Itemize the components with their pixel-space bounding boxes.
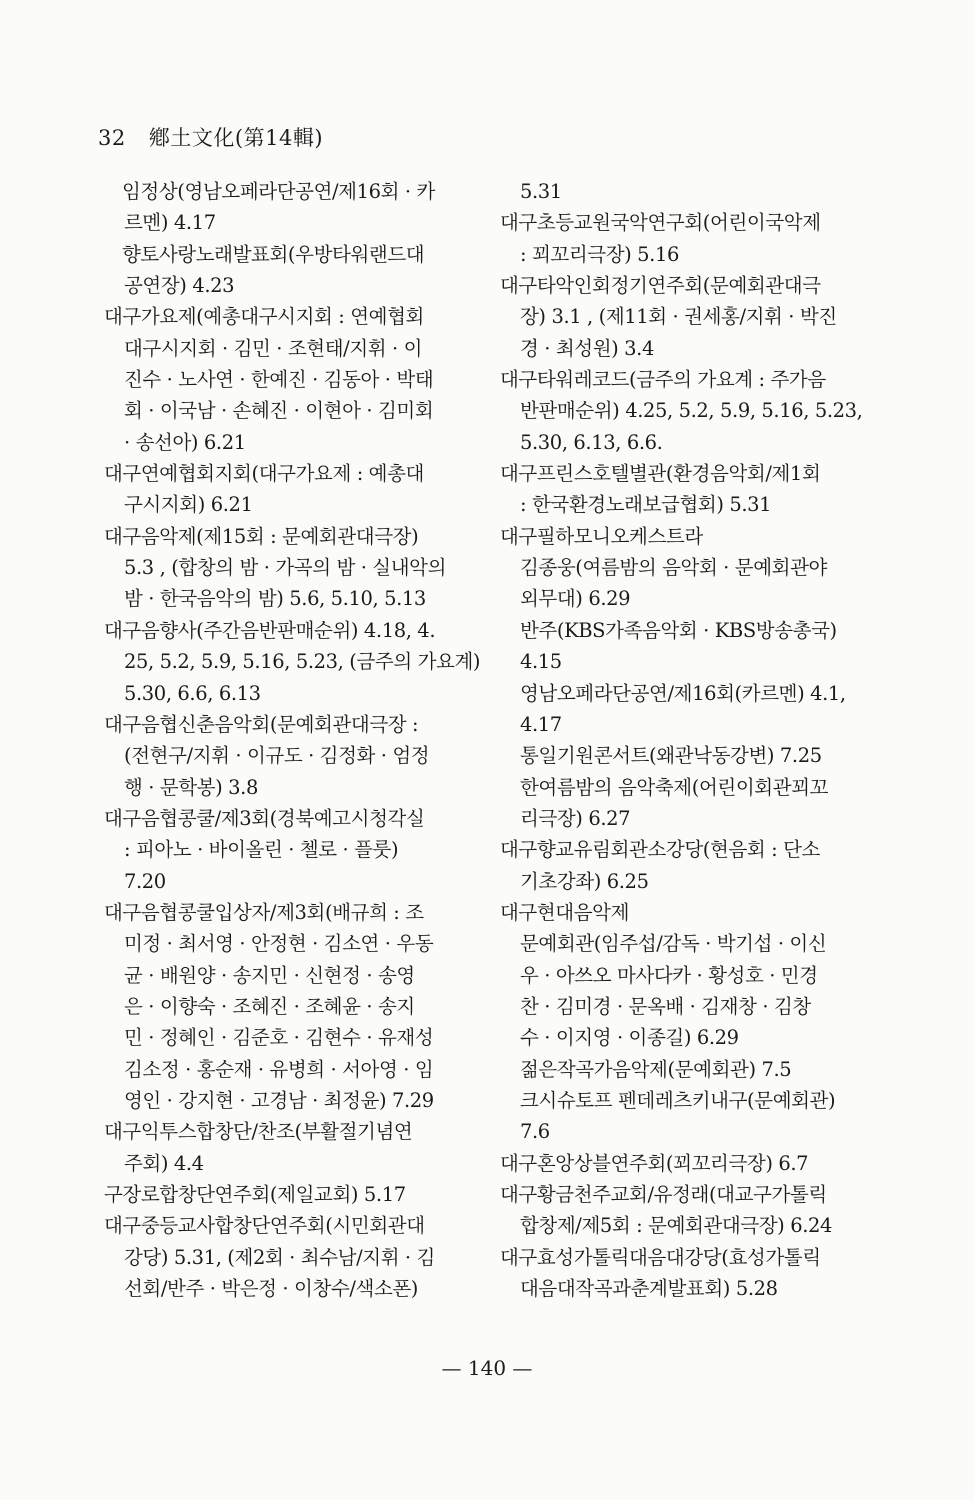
entry-heading-line: 대구익투스합창단/찬조(부활절기념연 bbox=[104, 1120, 413, 1144]
entry-heading-line: 대구타악인회정기연주회(문예회관대극 bbox=[500, 274, 821, 298]
text-line: 경 · 최성원) 3.4 bbox=[520, 336, 654, 360]
text-line: 김소정 · 홍순재 · 유병희 · 서아영 · 임 bbox=[124, 1057, 434, 1081]
text-line: 5.30, 6.6, 6.13 bbox=[124, 681, 261, 705]
text-line: 선회/반주 · 박은정 · 이창수/색소폰) bbox=[124, 1277, 419, 1301]
text-line: 5.30, 6.13, 6.6. bbox=[520, 430, 663, 454]
book-title: 鄕土文化(第14輯) bbox=[148, 126, 324, 150]
entry-heading-line: 대구음협콩쿨/제3회(경북예고시청각실 bbox=[104, 806, 425, 830]
entry-heading-line: 대구가요제(예총대구시지회 : 연예협회 bbox=[104, 305, 424, 329]
text-line: 통일기원콘서트(왜관낙동강변) 7.25 bbox=[520, 744, 822, 768]
text-line: : 꾀꼬리극장) 5.16 bbox=[520, 242, 679, 266]
text-line: 밤 · 한국음악의 밤) 5.6, 5.10, 5.13 bbox=[124, 587, 426, 611]
text-line: 공연장) 4.23 bbox=[124, 274, 235, 298]
text-line: 반판매순위) 4.25, 5.2, 5.9, 5.16, 5.23, bbox=[520, 399, 863, 423]
text-line: 5.3 , (합창의 밤 · 가곡의 밤 · 실내악의 bbox=[124, 556, 447, 580]
text-line: 합창제/제5회 : 문예회관대극장) 6.24 bbox=[520, 1214, 833, 1238]
text-line: 4.17 bbox=[520, 712, 562, 736]
text-line: 7.6 bbox=[520, 1120, 550, 1144]
text-line: 미정 · 최서영 · 안정현 · 김소연 · 우동 bbox=[124, 932, 434, 956]
entry-heading-line: 대구효성가톨릭대음대강당(효성가톨릭 bbox=[500, 1245, 821, 1269]
text-line: 반주(KBS가족음악회 · KBS방송총국) bbox=[520, 618, 837, 642]
entry-heading-line: 대구음협콩쿨입상자/제3회(배규희 : 조 bbox=[104, 900, 424, 924]
right-column bbox=[500, 176, 872, 1304]
entry-heading-line: 대구황금천주교회/유정래(대교구가톨릭 bbox=[500, 1183, 827, 1206]
text-line: 젊은작곡가음악제(문예회관) 7.5 bbox=[520, 1057, 792, 1081]
text-line: 문예회관(임주섭/감독 · 박기섭 · 이신 bbox=[520, 932, 827, 956]
entry-heading-line: 대구음악제(제15회 : 문예회관대극장) bbox=[104, 524, 419, 548]
text-line: 외무대) 6.29 bbox=[520, 587, 631, 611]
text-line: 강당) 5.31, (제2회 · 최수남/지휘 · 김 bbox=[124, 1245, 435, 1269]
text-line: 행 · 문학봉) 3.8 bbox=[124, 775, 258, 799]
entry-heading-line: 대구현대음악제 bbox=[500, 900, 630, 924]
page-footer: — 140 — bbox=[441, 1356, 533, 1380]
entry-heading-line: 대구향교유림회관소강당(현음회 : 단소 bbox=[500, 838, 820, 862]
text-line: 5.31 bbox=[520, 180, 562, 203]
left-column bbox=[104, 176, 481, 1304]
running-header bbox=[98, 122, 323, 152]
text-line: 찬 · 김미경 · 문옥배 · 김재창 · 김창 bbox=[520, 994, 811, 1018]
text-line: 리극장) 6.27 bbox=[520, 806, 631, 830]
text-line: 4.15 bbox=[520, 650, 562, 674]
text-line: 진수 · 노사연 · 한예진 · 김동아 · 박태 bbox=[124, 368, 434, 392]
text-line: 민 · 정혜인 · 김준호 · 김현수 · 유재성 bbox=[124, 1026, 434, 1050]
text-line: : 피아노 · 바이올린 · 첼로 · 플룻) bbox=[124, 838, 399, 862]
text-line: 주회) 4.4 bbox=[124, 1151, 204, 1175]
entry-heading-line: 대구필하모니오케스트라 bbox=[500, 524, 703, 548]
text-line: 기초강좌) 6.25 bbox=[520, 869, 649, 893]
page-number: 32 bbox=[98, 126, 126, 150]
text-line: 김종웅(여름밤의 음악회 · 문예회관야 bbox=[520, 556, 827, 580]
entry-heading-line: 대구초등교원국악연구회(어린이국악제 bbox=[500, 211, 821, 235]
text-line: : 한국환경노래보급협회) 5.31 bbox=[520, 493, 772, 517]
text-line: (전현구/지휘 · 이규도 · 김정화 · 엄정 bbox=[124, 744, 430, 768]
entry-heading-line: 대구음협신춘음악회(문예회관대극장 : bbox=[104, 712, 419, 736]
entry-heading-line: 대구연예협회지회(대구가요제 : 예총대 bbox=[104, 462, 424, 486]
text-line: 균 · 배원양 · 송지민 · 신현정 · 송영 bbox=[124, 963, 415, 987]
text-line: 구시지회) 6.21 bbox=[124, 493, 253, 517]
text-line: 회 · 이국남 · 손혜진 · 이현아 · 김미회 bbox=[124, 399, 434, 423]
text-line: 우 · 아쓰오 마사다카 · 황성호 · 민경 bbox=[520, 963, 818, 987]
text-line: 25, 5.2, 5.9, 5.16, 5.23, (금주의 가요계) bbox=[124, 650, 481, 674]
text-line: 7.20 bbox=[124, 869, 166, 893]
text-line: 은 · 이향숙 · 조혜진 · 조혜윤 · 송지 bbox=[124, 994, 415, 1018]
text-line: 한여름밤의 음악축제(어린이회관꾀꼬 bbox=[520, 775, 828, 799]
text-line: 장) 3.1 , (제11회 · 권세홍/지휘 · 박진 bbox=[520, 305, 837, 329]
text-line: 영인 · 강지현 · 고경남 · 최정윤) 7.29 bbox=[124, 1088, 434, 1112]
entry-heading-line: 대구타워레코드(금주의 가요계 : 주가음 bbox=[500, 368, 826, 392]
text-line: 르멘) 4.17 bbox=[124, 211, 216, 235]
text-line: 수 · 이지영 · 이종길) 6.29 bbox=[520, 1026, 739, 1050]
text-line: 임정상(영남오페라단공연/제16회 · 카 bbox=[122, 180, 435, 203]
entry-heading-line: 대구중등교사합창단연주회(시민회관대 bbox=[104, 1214, 425, 1238]
entry-heading-line: 대구프린스호텔별관(환경음악회/제1회 bbox=[500, 462, 821, 486]
text-line: 대음대작곡과춘계발표회) 5.28 bbox=[520, 1277, 778, 1301]
text-line: 영남오페라단공연/제16회(카르멘) 4.1, bbox=[520, 681, 846, 705]
text-line: 크시슈토프 펜데레츠키내구(문예회관) bbox=[520, 1088, 836, 1112]
text-line: 대구시지회 · 김민 · 조현태/지휘 · 이 bbox=[124, 336, 423, 360]
entry-heading-line: 구장로합창단연주회(제일교회) 5.17 bbox=[104, 1183, 406, 1206]
text-line: · 송선아) 6.21 bbox=[124, 430, 246, 454]
entry-heading-line: 대구음향사(주간음반판매순위) 4.18, 4. bbox=[104, 618, 436, 642]
entry-heading-line: 대구혼앙상블연주회(꾀꼬리극장) 6.7 bbox=[500, 1151, 809, 1175]
text-line: 향토사랑노래발표회(우방타워랜드대 bbox=[122, 242, 425, 266]
